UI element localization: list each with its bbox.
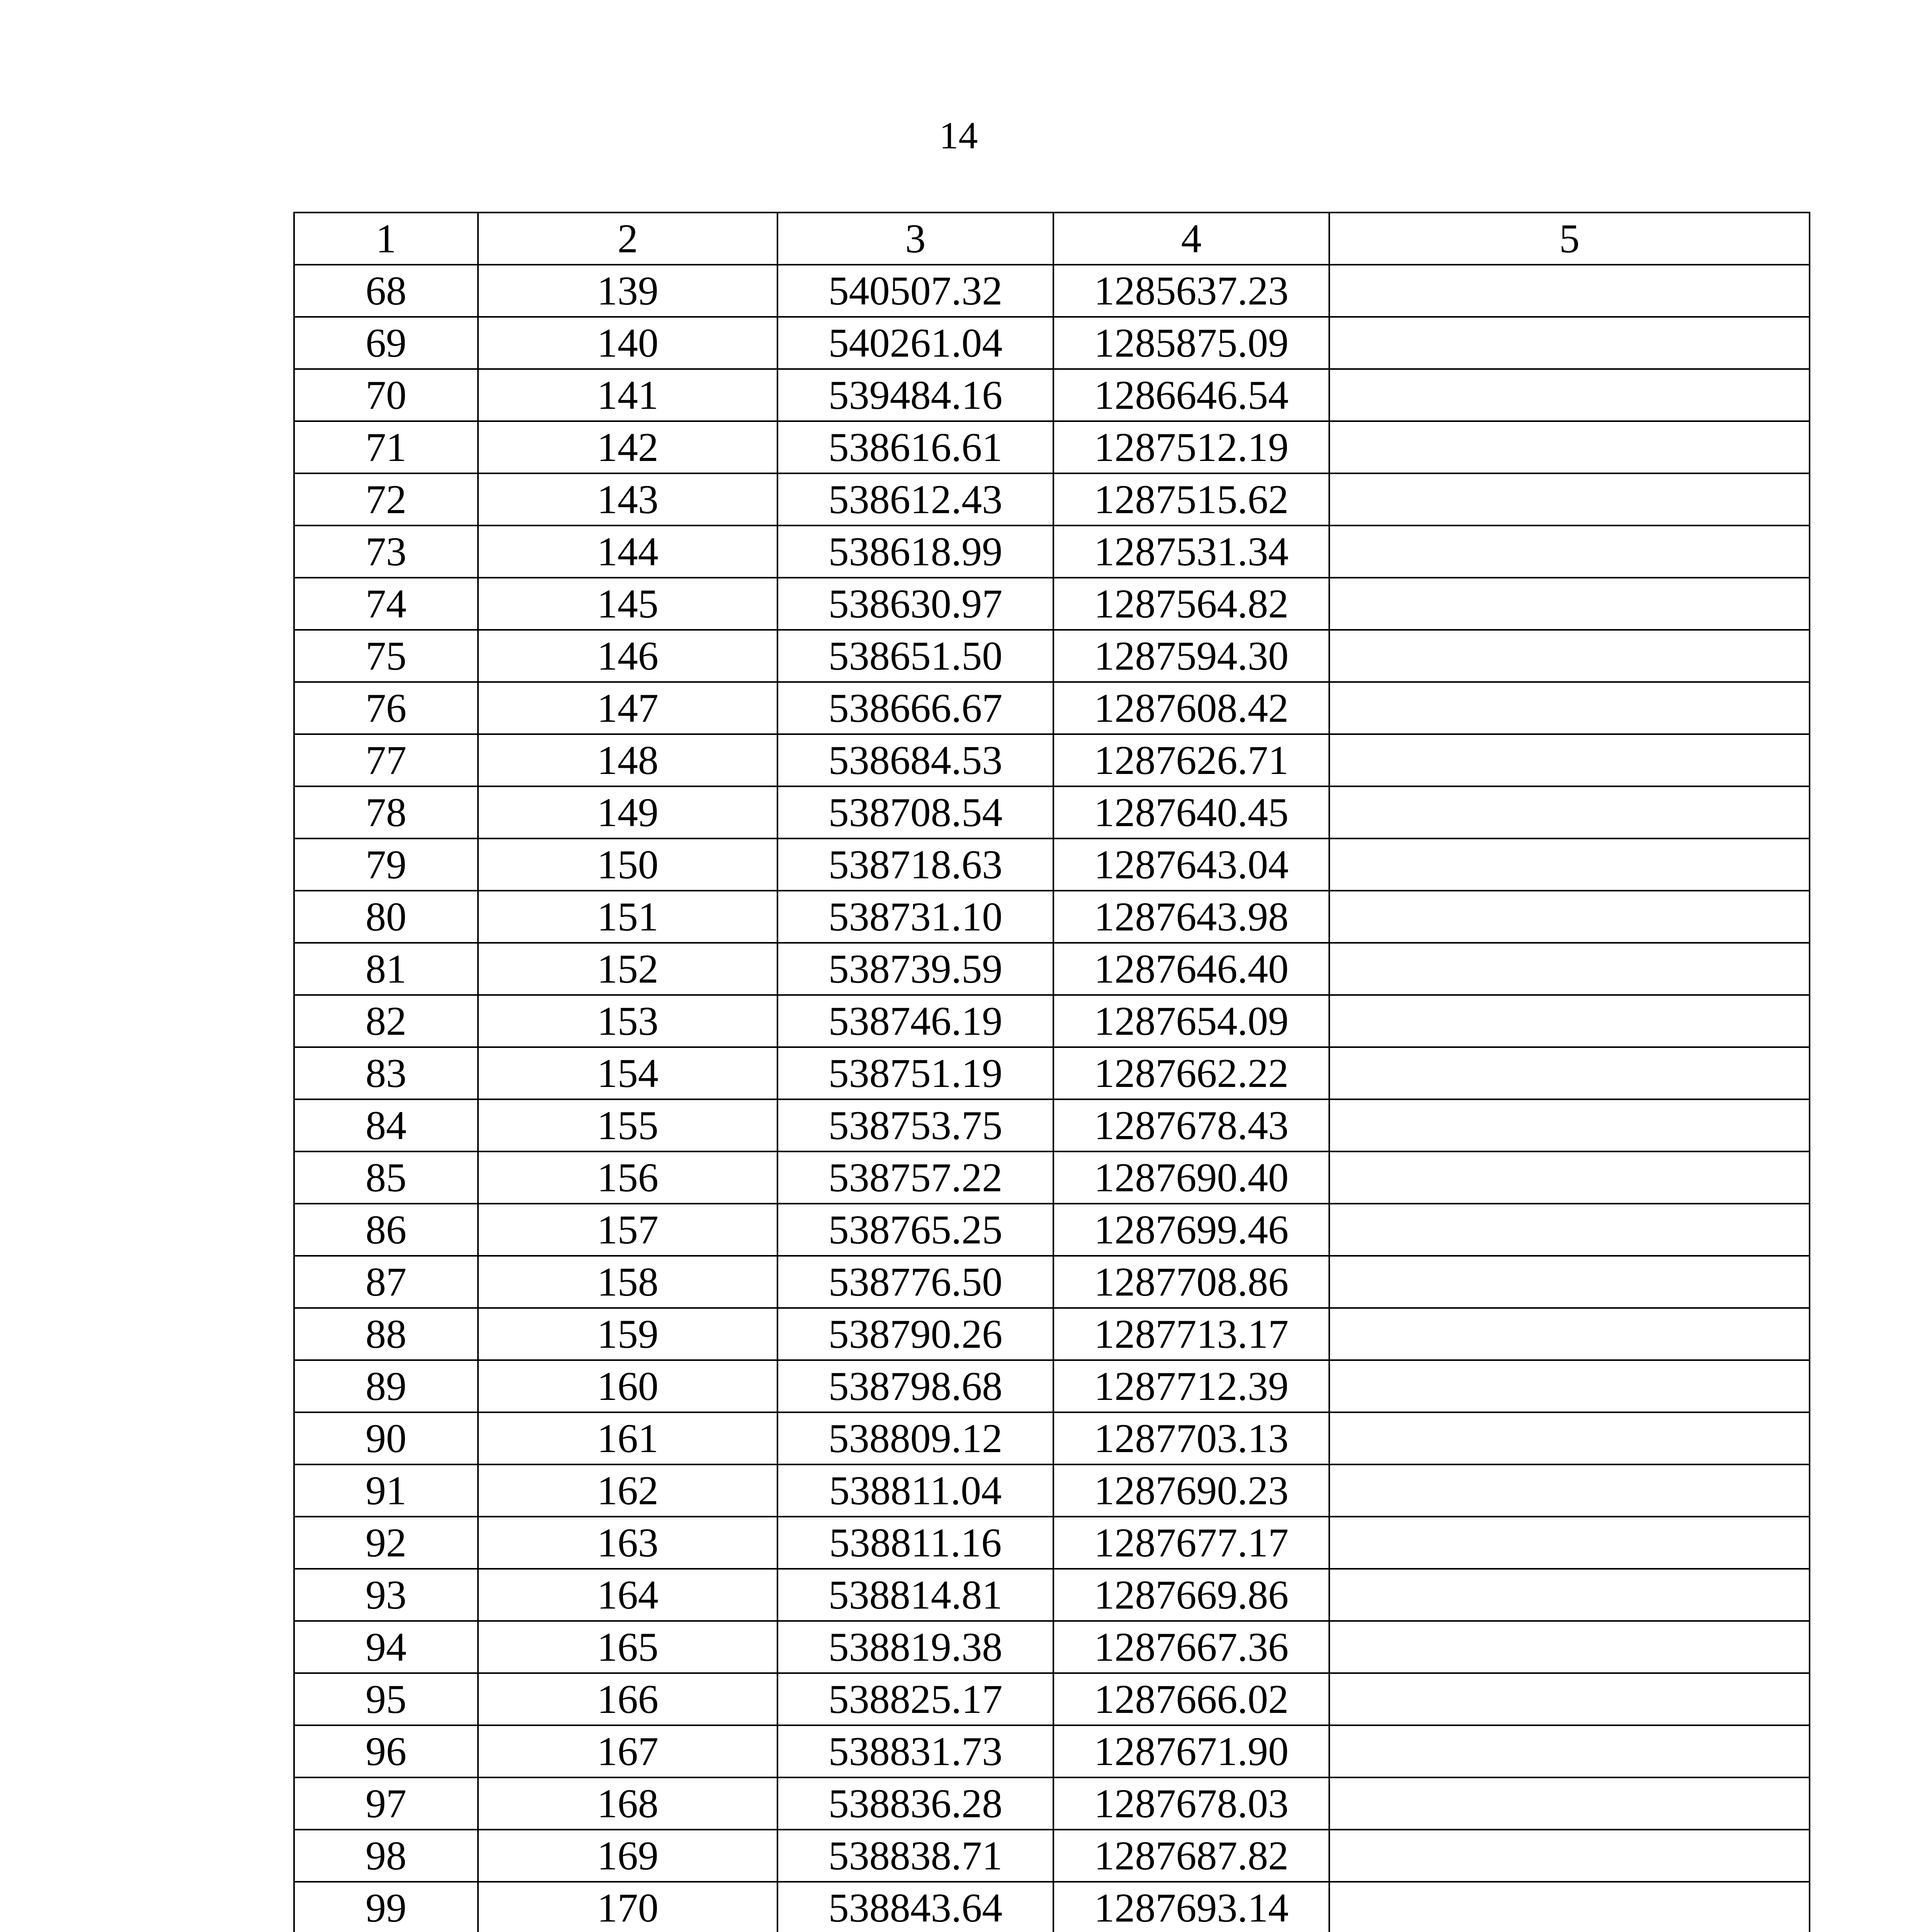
table-cell-col-2: 155 (478, 1099, 777, 1151)
table-cell-col-1: 77 (294, 734, 478, 786)
table-cell-col-3: 538751.19 (777, 1047, 1053, 1099)
table-cell-col-1: 91 (294, 1464, 478, 1517)
table-cell-col-3: 538843.64 (777, 1882, 1053, 1932)
table-cell-col-2: 150 (478, 838, 777, 891)
table-cell-col-4: 1287690.40 (1053, 1151, 1329, 1204)
table-cell-col-3: 538790.26 (777, 1308, 1053, 1360)
table-cell-col-3: 538612.43 (777, 473, 1053, 526)
table-cell-col-4: 1287666.02 (1053, 1673, 1329, 1725)
table-row (294, 1204, 1810, 1256)
table-cell-col-4: 1285637.23 (1053, 265, 1329, 317)
table-row (294, 1830, 1810, 1882)
table-cell-col-5 (1329, 630, 1810, 682)
table-cell-col-4: 1287640.45 (1053, 786, 1329, 838)
table-cell-col-4: 1287703.13 (1053, 1412, 1329, 1464)
table-cell-col-1: 89 (294, 1360, 478, 1412)
table-cell-col-3: 538708.54 (777, 786, 1053, 838)
column-header-4: 4 (1053, 213, 1329, 265)
table-cell-col-5 (1329, 1099, 1810, 1151)
table-cell-col-1: 75 (294, 630, 478, 682)
table-row (294, 1464, 1810, 1517)
table-cell-col-2: 152 (478, 943, 777, 995)
table-cell-col-5 (1329, 369, 1810, 421)
table-cell-col-3: 538765.25 (777, 1204, 1053, 1256)
table-cell-col-4: 1287699.46 (1053, 1204, 1329, 1256)
table-cell-col-5 (1329, 1204, 1810, 1256)
table-cell-col-3: 538757.22 (777, 1151, 1053, 1204)
table-cell-col-1: 88 (294, 1308, 478, 1360)
table-cell-col-5 (1329, 1882, 1810, 1932)
table-cell-col-5 (1329, 891, 1810, 943)
table-cell-col-2: 158 (478, 1256, 777, 1308)
table-cell-col-5 (1329, 1517, 1810, 1569)
table-cell-col-4: 1287594.30 (1053, 630, 1329, 682)
table-cell-col-3: 538776.50 (777, 1256, 1053, 1308)
table-cell-col-2: 149 (478, 786, 777, 838)
table-cell-col-5 (1329, 734, 1810, 786)
table-cell-col-3: 538814.81 (777, 1569, 1053, 1621)
table-cell-col-1: 70 (294, 369, 478, 421)
table-row (294, 995, 1810, 1047)
table-row (294, 943, 1810, 995)
table-cell-col-4: 1287708.86 (1053, 1256, 1329, 1308)
table-cell-col-4: 1287671.90 (1053, 1725, 1329, 1777)
table-cell-col-2: 144 (478, 526, 777, 578)
table-row (294, 578, 1810, 630)
table-cell-col-4: 1287687.82 (1053, 1830, 1329, 1882)
table-cell-col-3: 538753.75 (777, 1099, 1053, 1151)
table-cell-col-3: 538798.68 (777, 1360, 1053, 1412)
table-row (294, 1777, 1810, 1830)
table-cell-col-2: 168 (478, 1777, 777, 1830)
table-cell-col-5 (1329, 943, 1810, 995)
table-cell-col-2: 147 (478, 682, 777, 734)
table-row (294, 891, 1810, 943)
table-cell-col-5 (1329, 1151, 1810, 1204)
table-row (294, 369, 1810, 421)
table-cell-col-3: 539484.16 (777, 369, 1053, 421)
column-header-2: 2 (478, 213, 777, 265)
table-header (294, 213, 1810, 265)
table-cell-col-4: 1287531.34 (1053, 526, 1329, 578)
table-cell-col-5 (1329, 1256, 1810, 1308)
table-row (294, 682, 1810, 734)
table-cell-col-2: 159 (478, 1308, 777, 1360)
table-cell-col-2: 167 (478, 1725, 777, 1777)
table-cell-col-5 (1329, 265, 1810, 317)
table-cell-col-4: 1286646.54 (1053, 369, 1329, 421)
table-cell-col-1: 87 (294, 1256, 478, 1308)
table-cell-col-4: 1287564.82 (1053, 578, 1329, 630)
table-cell-col-1: 78 (294, 786, 478, 838)
table-cell-col-1: 99 (294, 1882, 478, 1932)
table-row (294, 1517, 1810, 1569)
table-cell-col-4: 1287646.40 (1053, 943, 1329, 995)
table-cell-col-2: 160 (478, 1360, 777, 1412)
table-row (294, 1412, 1810, 1464)
table-cell-col-1: 69 (294, 317, 478, 369)
table-cell-col-5 (1329, 473, 1810, 526)
table-cell-col-1: 96 (294, 1725, 478, 1777)
table-cell-col-3: 538739.59 (777, 943, 1053, 995)
table-cell-col-3: 538616.61 (777, 421, 1053, 473)
table-cell-col-1: 68 (294, 265, 478, 317)
table-cell-col-3: 538809.12 (777, 1412, 1053, 1464)
table-row (294, 1047, 1810, 1099)
table-cell-col-1: 80 (294, 891, 478, 943)
table-cell-col-5 (1329, 421, 1810, 473)
table-cell-col-5 (1329, 1047, 1810, 1099)
table-cell-col-3: 538666.67 (777, 682, 1053, 734)
table-row (294, 1882, 1810, 1932)
table-cell-col-4: 1285875.09 (1053, 317, 1329, 369)
table-row (294, 317, 1810, 369)
table-cell-col-4: 1287654.09 (1053, 995, 1329, 1047)
table-cell-col-2: 142 (478, 421, 777, 473)
table-cell-col-2: 163 (478, 1517, 777, 1569)
table-row (294, 421, 1810, 473)
table-cell-col-5 (1329, 578, 1810, 630)
table-cell-col-5 (1329, 1308, 1810, 1360)
table-cell-col-2: 157 (478, 1204, 777, 1256)
table-cell-col-5 (1329, 317, 1810, 369)
table-cell-col-3: 538836.28 (777, 1777, 1053, 1830)
table-cell-col-4: 1287677.17 (1053, 1517, 1329, 1569)
table-cell-col-2: 165 (478, 1621, 777, 1673)
table-cell-col-5 (1329, 1673, 1810, 1725)
table-cell-col-1: 81 (294, 943, 478, 995)
table-cell-col-3: 540261.04 (777, 317, 1053, 369)
table-cell-col-1: 90 (294, 1412, 478, 1464)
table-cell-col-1: 71 (294, 421, 478, 473)
table-cell-col-4: 1287643.98 (1053, 891, 1329, 943)
table-row (294, 1673, 1810, 1725)
table-cell-col-3: 538731.10 (777, 891, 1053, 943)
table-cell-col-1: 72 (294, 473, 478, 526)
table-cell-col-1: 86 (294, 1204, 478, 1256)
table-row (294, 630, 1810, 682)
table-cell-col-2: 170 (478, 1882, 777, 1932)
table-cell-col-4: 1287515.62 (1053, 473, 1329, 526)
table-cell-col-1: 85 (294, 1151, 478, 1204)
table-cell-col-5 (1329, 1569, 1810, 1621)
table-cell-col-2: 143 (478, 473, 777, 526)
table-cell-col-4: 1287693.14 (1053, 1882, 1329, 1932)
table-row (294, 1151, 1810, 1204)
page-number: 14 (939, 114, 978, 157)
table-cell-col-2: 146 (478, 630, 777, 682)
table-cell-col-4: 1287690.23 (1053, 1464, 1329, 1517)
table-row (294, 265, 1810, 317)
table-body (294, 265, 1810, 1932)
table-row (294, 1621, 1810, 1673)
table-cell-col-2: 161 (478, 1412, 777, 1464)
table-cell-col-2: 169 (478, 1830, 777, 1882)
table-cell-col-4: 1287626.71 (1053, 734, 1329, 786)
table-cell-col-1: 82 (294, 995, 478, 1047)
table-cell-col-5 (1329, 1725, 1810, 1777)
table-row (294, 838, 1810, 891)
table-cell-col-2: 145 (478, 578, 777, 630)
table-cell-col-1: 83 (294, 1047, 478, 1099)
table-cell-col-2: 139 (478, 265, 777, 317)
table-cell-col-3: 538811.16 (777, 1517, 1053, 1569)
column-header-3: 3 (777, 213, 1053, 265)
table-cell-col-3: 538718.63 (777, 838, 1053, 891)
table-cell-col-5 (1329, 1830, 1810, 1882)
table-cell-col-4: 1287608.42 (1053, 682, 1329, 734)
table-cell-col-5 (1329, 1360, 1810, 1412)
table-cell-col-1: 97 (294, 1777, 478, 1830)
table-cell-col-2: 140 (478, 317, 777, 369)
table-cell-col-3: 540507.32 (777, 265, 1053, 317)
table-row (294, 473, 1810, 526)
table-cell-col-4: 1287678.03 (1053, 1777, 1329, 1830)
table-cell-col-4: 1287669.86 (1053, 1569, 1329, 1621)
table-cell-col-2: 151 (478, 891, 777, 943)
table-cell-col-1: 79 (294, 838, 478, 891)
table-cell-col-3: 538838.71 (777, 1830, 1053, 1882)
table-cell-col-4: 1287712.39 (1053, 1360, 1329, 1412)
table-cell-col-4: 1287667.36 (1053, 1621, 1329, 1673)
table-row (294, 1569, 1810, 1621)
table-cell-col-2: 156 (478, 1151, 777, 1204)
column-header-5: 5 (1329, 213, 1810, 265)
table-cell-col-3: 538630.97 (777, 578, 1053, 630)
table-cell-col-1: 93 (294, 1569, 478, 1621)
table-cell-col-2: 166 (478, 1673, 777, 1725)
table-cell-col-2: 164 (478, 1569, 777, 1621)
table-row (294, 1099, 1810, 1151)
table-cell-col-4: 1287678.43 (1053, 1099, 1329, 1151)
coordinates-table (293, 212, 1810, 1932)
table-cell-col-5 (1329, 786, 1810, 838)
table-cell-col-3: 538831.73 (777, 1725, 1053, 1777)
table-cell-col-1: 84 (294, 1099, 478, 1151)
table-row (294, 786, 1810, 838)
table-row (294, 526, 1810, 578)
table-cell-col-3: 538618.99 (777, 526, 1053, 578)
table-cell-col-4: 1287643.04 (1053, 838, 1329, 891)
table-row (294, 1725, 1810, 1777)
table-row (294, 1256, 1810, 1308)
table-cell-col-5 (1329, 995, 1810, 1047)
table-cell-col-2: 141 (478, 369, 777, 421)
table-cell-col-1: 95 (294, 1673, 478, 1725)
table-cell-col-2: 154 (478, 1047, 777, 1099)
table-cell-col-5 (1329, 838, 1810, 891)
table-cell-col-5 (1329, 1621, 1810, 1673)
table-cell-col-1: 73 (294, 526, 478, 578)
table-cell-col-2: 153 (478, 995, 777, 1047)
table-row (294, 1308, 1810, 1360)
table-cell-col-3: 538651.50 (777, 630, 1053, 682)
table-cell-col-3: 538825.17 (777, 1673, 1053, 1725)
table-cell-col-4: 1287512.19 (1053, 421, 1329, 473)
table-cell-col-5 (1329, 1412, 1810, 1464)
table-row (294, 734, 1810, 786)
table-cell-col-5 (1329, 526, 1810, 578)
table-cell-col-1: 92 (294, 1517, 478, 1569)
table-cell-col-3: 538811.04 (777, 1464, 1053, 1517)
table-cell-col-2: 162 (478, 1464, 777, 1517)
table-cell-col-5 (1329, 1464, 1810, 1517)
table-cell-col-4: 1287713.17 (1053, 1308, 1329, 1360)
table-cell-col-3: 538684.53 (777, 734, 1053, 786)
table-cell-col-5 (1329, 1777, 1810, 1830)
table-cell-col-1: 76 (294, 682, 478, 734)
table-cell-col-1: 94 (294, 1621, 478, 1673)
table-cell-col-2: 148 (478, 734, 777, 786)
table-cell-col-4: 1287662.22 (1053, 1047, 1329, 1099)
table-cell-col-5 (1329, 682, 1810, 734)
table-cell-col-1: 74 (294, 578, 478, 630)
table-cell-col-3: 538746.19 (777, 995, 1053, 1047)
header-row (294, 213, 1810, 265)
column-header-1: 1 (294, 213, 478, 265)
table-row (294, 1360, 1810, 1412)
table-cell-col-1: 98 (294, 1830, 478, 1882)
table-cell-col-3: 538819.38 (777, 1621, 1053, 1673)
